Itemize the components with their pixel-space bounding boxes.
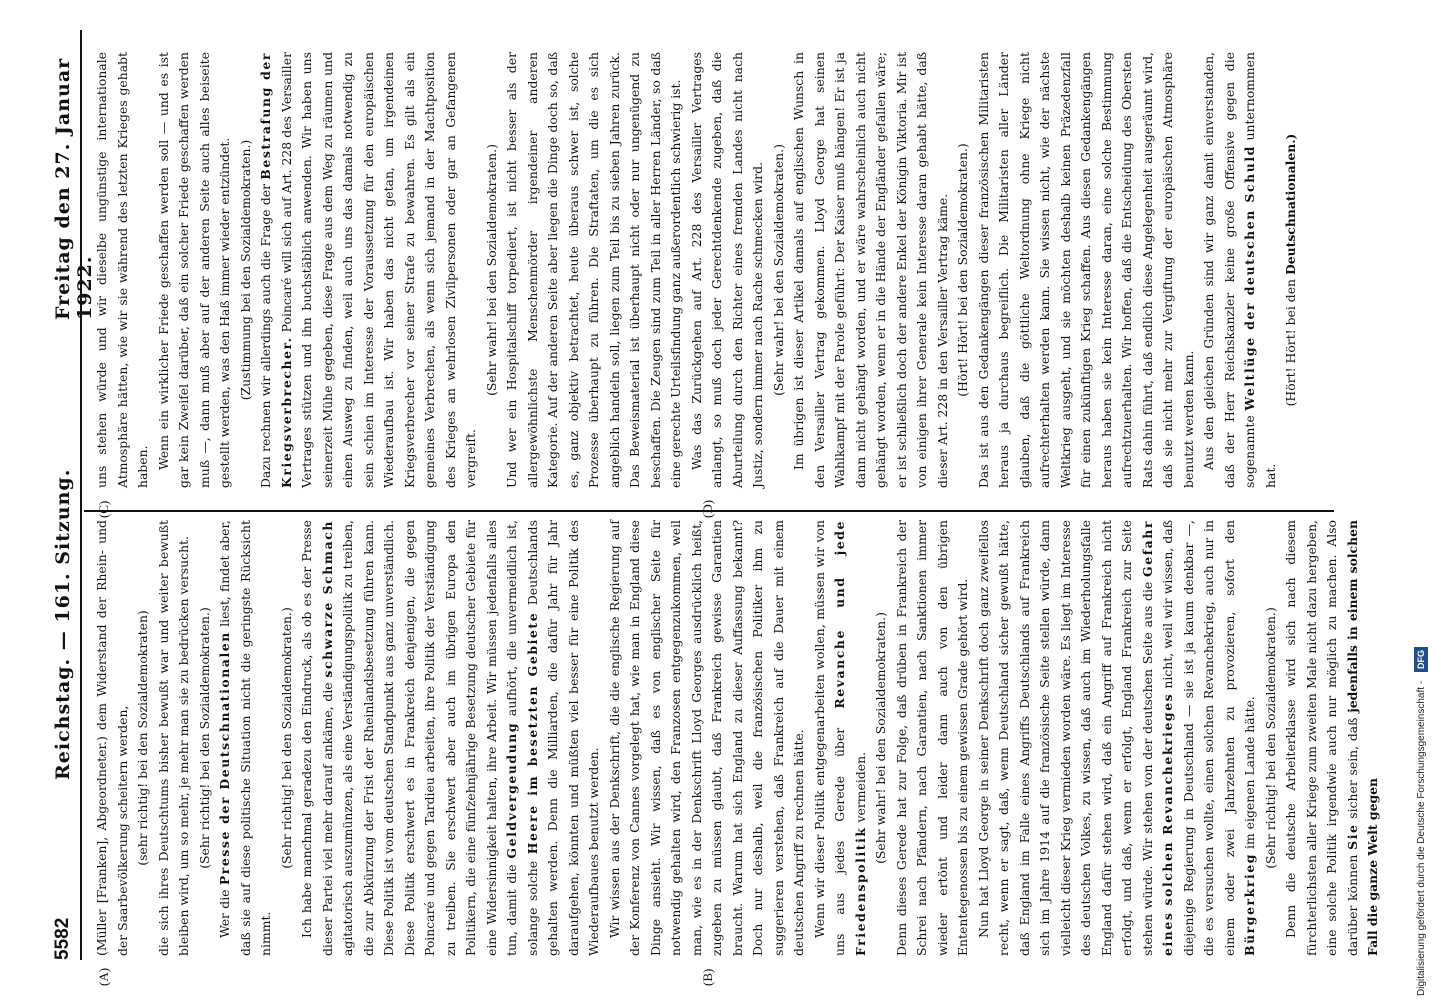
- paragraph: (Müller [Franken], Abgeordneter.) dem Widerstand der Rhein- und der Saarbevölkerung scheitern werden,: [94, 520, 130, 956]
- interjection: (Hört! Hört! bei den Deutschnationalen.): [1283, 133, 1298, 407]
- interjection: (sehr richtig! bei den Sozialdemokraten): [135, 610, 150, 866]
- paragraph: Im übrigen ist dieser Artikel damals auf englischen Wunsch in den Versailler Vertrag gekommen. Lloyd George hat seinen Wahlkampf mit der Parole geführt: Der Kaiser muß hängen! Er ist ja dann nicht gehängt worden, und er wäre wahrscheinlich auch nicht gehängt worden, wenn er in die Hände der Engländer gefallen wäre; er ist schließlich doch der andere Enkel der Königin Viktoria. Mir ist von einigen ihrer Generale kein Interesse daran gehabt hätte, daß dieser Art. 228 in den Versailler Vertrag käme.: [791, 52, 950, 488]
- page-number: 5582: [52, 917, 73, 960]
- paragraph: die sich ihres Deutschtums bisher bewußt war und weiter bewußt bleiben wird, um so mehr, je mehr man sie zu bedrücken versucht.: [155, 520, 191, 956]
- paragraph: Wir wissen aus der Denkschrift, die die englische Regierung auf der Konferenz von Cannes vorgelegt hat, wie man in England diese Dinge ansieht. Wir wissen, daß es von englischer Seite für notwendig gehalten wird, den Franzosen entgegenzukommen, weil man, wie es in der Denkschrift Lloyd Georges ausdrücklich heißt, zugeben zu müssen glaubt, daß Frankreich gewisse Garantien braucht. Warum hat sich England zu dieser Auffassung bekannt? Doch nur deshalb, weil die französischen Politiker ihm zu suggerieren verstehen, daß Frankreich auf die Dauer mit einem deutschen Angriff zu rechnen hätte.: [606, 520, 806, 956]
- dfg-logo: DFG: [1414, 647, 1428, 672]
- paragraph: Und wer ein Hospitalschiff torpediert, ist nicht besser als der allergewöhnlichste Menschenmörder irgendeiner anderen Kategorie. Auf der anderen Seite aber liegen die Dinge doch so, daß es, ganz objektiv betrachtet, heute überaus schwer ist, solche Prozesse überhaupt zu führen. Die Straftaten, um die es sich angeblich handeln soll, liegen zum Teil bis zu sieben Jahren zurück. Das Beweismaterial ist überhaupt nicht oder nur ungenügend zu beschaffen. Die Zeugen sind zum Teil in aller Herren Länder, so daß eine gerechte Urteilsfindung ganz außerordentlich schwierig ist.: [504, 52, 683, 488]
- right-column: [92, 52, 1328, 488]
- paragraph: Aus den gleichen Gründen sind wir ganz damit einverstanden, daß der Herr Reichskanzler keine große Offensive gegen die sogenannte Weltlüge der deutschen Schuld unternommen hat.: [1201, 52, 1278, 488]
- interjection: (Sehr wahr! bei den Sozialdemokraten.): [873, 612, 888, 864]
- interjection: (Zustimmung bei den Sozialdemokraten.): [237, 139, 253, 401]
- digitization-credit: [1408, 6, 1432, 996]
- paragraph: Wenn wir dieser Politik entgegenarbeiten wollen, müssen wir von uns aus jedes Gerede über Revanche und jede Friedenspolitik vermeiden.: [811, 520, 868, 956]
- paragraph: Denn dieses Gerede hat zur Folge, daß drüben in Frankreich der Schrei nach Pfändern, nach Garantien, nach Sanktionen immer wieder ertönt und leider dann auch von den übrigen Ententegenossen bis zu einem gewissen Grade gehört wird.: [893, 520, 970, 956]
- page-header: [46, 30, 96, 960]
- paragraph: Denn die deutsche Arbeiterklasse wird sich nach diesem fürchterlichsten aller Kriege zum zweiten Male nicht dazu hergeben, eine solche Politik irgendwie auch nur möglich zu machen. Also darüber können Sie sicher sein, daß jedenfalls in einem solchen Fall die ganze Welt gegen: [1283, 520, 1380, 956]
- paragraph: Wer die Presse der Deutschnationalen liest, findet aber, daß sie auf diese politische Situation nicht die geringste Rücksicht nimmt.: [217, 520, 273, 956]
- margin-marker-b: (B): [700, 968, 715, 986]
- interjection: (Sehr richtig! bei den Sozialdemokraten.): [278, 607, 294, 869]
- session-title: Reichstag. — 161. Sitzung.: [52, 468, 74, 780]
- paragraph: Wenn ein wirklicher Friede geschaffen werden soll — und es ist gar kein Zweifel darüber, daß ein solcher Friede geschaffen werden muß —, dann muß aber auf der anderen Seite auch alles beiseite gestellt werden, was den Haß immer wieder entzündet.: [155, 52, 232, 488]
- left-column: [92, 520, 1380, 956]
- margin-marker-a: (A): [96, 967, 111, 986]
- margin-marker-c: (C): [96, 500, 111, 518]
- credit-text: Digitalisierung gefördert durch die Deutsche Forschungsgemeinschaft -: [1416, 680, 1427, 996]
- paragraph: Nun hat Lloyd George in seiner Denkschrift doch ganz zweifellos recht, wenn er sagt, daß, wenn Deutschland sicher gewußt hätte, daß England im Falle eines Angriffs Deutschlands auf Frankreich sich im Jahre 1914 auf die französische Seite stellen würde, dann vielleicht dieser Krieg vermieden worden wäre. Es liegt im Interesse des deutschen Volkes, zu wissen, daß auch im Wiederholungsfalle England dafür stehen wird, daß ein Angriff auf Frankreich nicht erfolgt, und daß, wenn er erfolgt, England Frankreich zur Seite stehen würde. Wir stehen von der deutschen Seite aus die Gefahr eines solchen Revanchekrieges nicht, weil wir wissen, daß diejenige Regierung in Deutschland — sie ist ja kaum denkbar —, die es versuchen wollte, einen solchen Revanchekrieg, auch nur in einem oder zwei Jahrzehnten zu provozieren, sofort den Bürgerkrieg im eigenen Lande hätte.: [975, 520, 1257, 956]
- margin-marker-d: (D): [700, 499, 715, 518]
- paragraph: Ich habe manchmal geradezu den Eindruck, als ob es der Presse dieser Partei viel mehr darauf ankäme, die schwarze Schmach agitatorisch auszumünzen, als eine Verständigungspolitik zu treiben, die zur Abkürzung der Frist der Rheinlandsbesetzung führen kann. Diese Politik ist vom deutschen Standpunkt aus ganz unverständlich. Diese Politik erschwert es in Frankreich denjenigen, die gegen Poincaré und gegen Tardieu arbeiten, ihre Politik der Verständigung zu treiben. Sie erschwert aber auch im übrigen Europa den Politikern, die eine fünfzehnjährige Besetzung deutscher Gebiete für eine Widersinnigkeit halten, ihre Arbeit. Wir müssen jedenfalls alles tun, damit die Geldvergeudung aufhört, die unvermeidlich ist, solange solche Heere im besetzten Gebiete Deutschlands gehalten werden. Denn die Milliarden, die dafür Jahr für Jahr daraufgehen, könnten und müßten viel besser für eine Politik des Wiederaufbaues benutzt werden.: [299, 520, 601, 956]
- interjection: (Sehr richtig! bei den Sozialdemokraten.): [1262, 607, 1278, 869]
- interjection: (Sehr wahr! bei den Sozialdemokraten.): [483, 144, 499, 396]
- paragraph: Das ist aus den Gedankengängen dieser französischen Militaristen heraus ja durchaus begreiflich. Die Militaristen aller Länder glauben, daß die göttliche Weltordnung ohne Kriege nicht aufrechterhalten werden kann. Sie wissen nicht, wie der nächste Weltkrieg ausgeht, und sie möchten deshalb keinen Präzedenzfall für einen zukünftigen Krieg schaffen. Aus diesen Gedankengängen heraus haben sie kein Interesse daran, eine solche Bestimmung aufrechtzuerhalten. Wir hoffen, daß die Entscheidung des Obersten Rats dahin führt, daß endlich diese Angelegenheit ausgeräumt wird, daß sie nicht mehr zur Vergiftung der europäischen Atmosphäre benutzt werden kann.: [975, 52, 1196, 488]
- paragraph: Dazu rechnen wir allerdings auch die Frage der Bestrafung der Kriegsverbrecher. Poincaré will sich auf Art. 228 des Versailler Vertrages stützen und ihn buchstäblich anwenden. Wir haben uns seinerzeit Mühe gegeben, diese Frage aus dem Weg zu räumen und einen Ausweg zu finden, weil auch uns das damals notwendig zu sein schien im Interesse der Voraussetzung für den europäischen Wiederaufbau ist. Wir haben das nicht getan, um irgendeinen Kriegsverbrecher vor seiner Strafe zu bewahren. Es gilt als ein gemeines Verbrechen, als wenn sich jemand in der Machtposition des Krieges an wehrlosen Zivilpersonen oder gar an Gefangenen vergreift.: [258, 52, 478, 488]
- interjection: (Sehr wahr! bei den Sozialdemokraten.): [770, 144, 786, 396]
- session-date: Freitag den 27. Januar 1922.: [52, 57, 96, 320]
- paragraph: uns stehen würde und wir dieselbe ungünstige internationale Atmosphäre hätten, wie wir sie während des letzten Krieges gehabt haben.: [94, 52, 150, 488]
- paragraph: Was das Zurückgehen auf Art. 228 des Versailler Vertrages anlangt, so muß doch jeder Gerechtdenkende zugeben, daß die Aburteilung durch den Richter eines fremden Landes nicht nach Justiz, sondern immer nach Rache schmecken wird.: [688, 52, 765, 488]
- interjection: (Sehr richtig! bei den Sozialdemokraten.): [196, 607, 212, 869]
- interjection: (Hört! Hört! bei den Sozialdemokraten.): [955, 143, 970, 397]
